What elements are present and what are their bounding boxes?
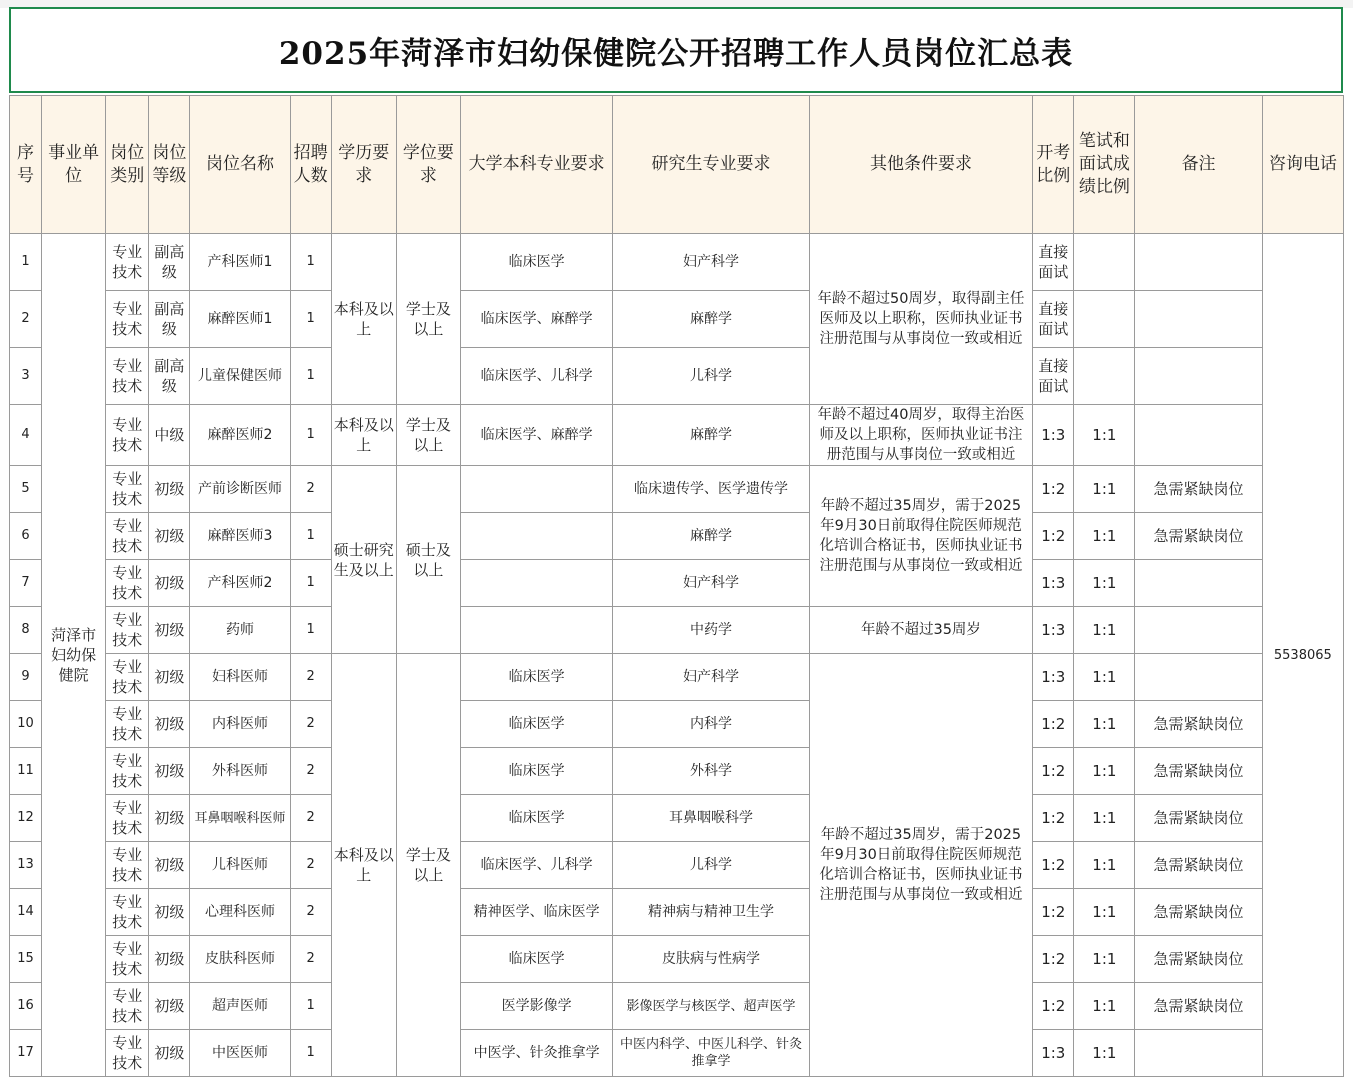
cell-count[interactable]: 1 (290, 348, 331, 405)
cell-count[interactable]: 2 (290, 466, 331, 513)
cell-count[interactable]: 1 (290, 405, 331, 466)
cell-other-conditions[interactable]: 年龄不超过40周岁，取得主治医师及以上职称，医师执业证书注册范围与从事岗位一致或相近 (809, 405, 1033, 466)
cell-grad-major[interactable]: 内科学 (613, 701, 809, 748)
cell-seq[interactable]: 6 (10, 513, 42, 560)
table-row (10, 1030, 1344, 1077)
cell-count[interactable]: 2 (290, 842, 331, 889)
cell-level[interactable]: 初级 (149, 701, 190, 748)
cell-type[interactable]: 专业技术 (106, 936, 149, 983)
cell-name[interactable]: 妇科医师 (190, 654, 290, 701)
cell-undergrad-major[interactable]: 临床医学 (460, 748, 612, 795)
cell-remark[interactable]: 急需紧缺岗位 (1135, 936, 1262, 983)
cell-undergrad-major[interactable] (460, 607, 612, 654)
cell-seq[interactable]: 3 (10, 348, 42, 405)
cell-count[interactable]: 2 (290, 654, 331, 701)
cell-undergrad-major[interactable]: 临床医学、儿科学 (460, 348, 612, 405)
cell-level[interactable]: 初级 (149, 560, 190, 607)
cell-score-ratio[interactable]: 1:1 (1074, 936, 1135, 983)
cell-score-ratio[interactable]: 1:1 (1074, 560, 1135, 607)
cell-type[interactable]: 专业技术 (106, 348, 149, 405)
cell-score-ratio[interactable]: 1:1 (1074, 795, 1135, 842)
header-score-ratio[interactable]: 笔试和面试成绩比例 (1074, 96, 1135, 234)
cell-count[interactable]: 1 (290, 291, 331, 348)
cell-undergrad-major[interactable] (460, 466, 612, 513)
cell-remark[interactable]: 急需紧缺岗位 (1135, 701, 1262, 748)
cell-undergrad-major[interactable]: 临床医学、儿科学 (460, 842, 612, 889)
cell-level[interactable]: 初级 (149, 936, 190, 983)
table-row (10, 654, 1344, 701)
recruitment-table (9, 95, 1344, 1077)
cell-count[interactable]: 2 (290, 748, 331, 795)
cell-exam-ratio[interactable]: 1:3 (1033, 607, 1074, 654)
cell-other-conditions[interactable]: 年龄不超过35周岁，需于2025年9月30日前取得住院医师规范化培训合格证书，医师执业证书注册范围与从事岗位一致或相近 (809, 654, 1033, 1077)
header-other[interactable]: 其他条件要求 (809, 96, 1033, 234)
cell-remark[interactable]: 急需紧缺岗位 (1135, 889, 1262, 936)
cell-level[interactable]: 初级 (149, 748, 190, 795)
cell-type[interactable]: 专业技术 (106, 842, 149, 889)
table-row (10, 936, 1344, 983)
cell-count[interactable]: 2 (290, 889, 331, 936)
cell-level[interactable]: 初级 (149, 513, 190, 560)
cell-grad-major[interactable]: 儿科学 (613, 348, 809, 405)
cell-name[interactable]: 产科医师1 (190, 234, 290, 291)
cell-exam-ratio[interactable]: 1:2 (1033, 889, 1074, 936)
cell-undergrad-major[interactable] (460, 560, 612, 607)
cell-exam-ratio[interactable]: 1:2 (1033, 983, 1074, 1030)
cell-education[interactable]: 本科及以上 (331, 654, 396, 1077)
cell-score-ratio[interactable]: 1:1 (1074, 405, 1135, 466)
cell-grad-major[interactable]: 中药学 (613, 607, 809, 654)
cell-score-ratio[interactable]: 1:1 (1074, 466, 1135, 513)
cell-name[interactable]: 中医医师 (190, 1030, 290, 1077)
header-exam-ratio[interactable]: 开考比例 (1033, 96, 1074, 234)
cell-remark[interactable] (1135, 560, 1262, 607)
cell-score-ratio[interactable] (1074, 291, 1135, 348)
cell-type[interactable]: 专业技术 (106, 889, 149, 936)
cell-seq[interactable]: 1 (10, 234, 42, 291)
cell-seq[interactable]: 17 (10, 1030, 42, 1077)
cell-level[interactable]: 初级 (149, 842, 190, 889)
cell-exam-ratio[interactable]: 1:3 (1033, 654, 1074, 701)
cell-count[interactable]: 1 (290, 513, 331, 560)
cell-seq[interactable]: 13 (10, 842, 42, 889)
cell-name[interactable]: 儿科医师 (190, 842, 290, 889)
cell-name[interactable]: 药师 (190, 607, 290, 654)
cell-score-ratio[interactable]: 1:1 (1074, 513, 1135, 560)
cell-seq[interactable]: 11 (10, 748, 42, 795)
cell-degree[interactable]: 学士及以上 (396, 654, 460, 1077)
cell-grad-major[interactable]: 临床遗传学、医学遗传学 (613, 466, 809, 513)
cell-type[interactable]: 专业技术 (106, 607, 149, 654)
cell-type[interactable]: 专业技术 (106, 701, 149, 748)
cell-level[interactable]: 初级 (149, 466, 190, 513)
cell-score-ratio[interactable]: 1:1 (1074, 654, 1135, 701)
cell-grad-major[interactable]: 妇产科学 (613, 654, 809, 701)
cell-exam-ratio[interactable]: 1:2 (1033, 795, 1074, 842)
cell-undergrad-major[interactable]: 中医学、针灸推拿学 (460, 1030, 612, 1077)
cell-grad-major[interactable]: 妇产科学 (613, 560, 809, 607)
cell-count[interactable]: 2 (290, 936, 331, 983)
table-row (10, 748, 1344, 795)
cell-seq[interactable]: 16 (10, 983, 42, 1030)
cell-other-conditions[interactable]: 年龄不超过35周岁 (809, 607, 1033, 654)
cell-count[interactable]: 1 (290, 1030, 331, 1077)
cell-undergrad-major[interactable]: 临床医学 (460, 936, 612, 983)
cell-grad-major[interactable]: 妇产科学 (613, 234, 809, 291)
header-seq[interactable]: 序号 (10, 96, 42, 234)
cell-score-ratio[interactable] (1074, 234, 1135, 291)
cell-seq[interactable]: 9 (10, 654, 42, 701)
cell-type[interactable]: 专业技术 (106, 983, 149, 1030)
cell-phone[interactable]: 5538065 (1262, 234, 1343, 1077)
cell-exam-ratio[interactable]: 1:2 (1033, 748, 1074, 795)
table-row (10, 889, 1344, 936)
cell-score-ratio[interactable]: 1:1 (1074, 842, 1135, 889)
cell-remark[interactable] (1135, 607, 1262, 654)
header-count[interactable]: 招聘人数 (290, 96, 331, 234)
cell-exam-ratio[interactable]: 1:3 (1033, 405, 1074, 466)
table-row (10, 513, 1344, 560)
cell-remark[interactable] (1135, 1030, 1262, 1077)
table-row (10, 348, 1344, 405)
cell-remark[interactable]: 急需紧缺岗位 (1135, 983, 1262, 1030)
cell-count[interactable]: 2 (290, 795, 331, 842)
cell-level[interactable]: 初级 (149, 889, 190, 936)
cell-education[interactable]: 本科及以上 (331, 405, 396, 466)
header-unit[interactable]: 事业单位 (42, 96, 106, 234)
cell-undergrad-major[interactable] (460, 513, 612, 560)
cell-remark[interactable] (1135, 234, 1262, 291)
cell-remark[interactable] (1135, 348, 1262, 405)
cell-level[interactable]: 中级 (149, 405, 190, 466)
cell-other-conditions[interactable]: 年龄不超过50周岁，取得副主任医师及以上职称，医师执业证书注册范围与从事岗位一致或相近 (809, 234, 1033, 405)
cell-name[interactable]: 产前诊断医师 (190, 466, 290, 513)
cell-remark[interactable]: 急需紧缺岗位 (1135, 795, 1262, 842)
cell-other-conditions[interactable]: 年龄不超过35周岁，需于2025年9月30日前取得住院医师规范化培训合格证书，医师执业证书注册范围与从事岗位一致或相近 (809, 466, 1033, 607)
cell-exam-ratio[interactable]: 直接面试 (1033, 348, 1074, 405)
cell-grad-major[interactable]: 中医内科学、中医儿科学、针灸推拿学 (613, 1030, 809, 1077)
table-row (10, 405, 1344, 466)
cell-seq[interactable]: 4 (10, 405, 42, 466)
cell-type[interactable]: 专业技术 (106, 654, 149, 701)
cell-type[interactable]: 专业技术 (106, 466, 149, 513)
cell-undergrad-major[interactable]: 临床医学 (460, 654, 612, 701)
table-row (10, 701, 1344, 748)
cell-grad-major[interactable]: 耳鼻咽喉科学 (613, 795, 809, 842)
cell-score-ratio[interactable]: 1:1 (1074, 607, 1135, 654)
cell-education[interactable]: 本科及以上 (331, 234, 396, 405)
cell-count[interactable]: 1 (290, 234, 331, 291)
cell-grad-major[interactable]: 精神病与精神卫生学 (613, 889, 809, 936)
header-education[interactable]: 学历要求 (331, 96, 396, 234)
cell-exam-ratio[interactable]: 直接面试 (1033, 291, 1074, 348)
header-post-type[interactable]: 岗位类别 (106, 96, 149, 234)
cell-undergrad-major[interactable]: 临床医学 (460, 795, 612, 842)
cell-count[interactable]: 1 (290, 560, 331, 607)
cell-count[interactable]: 2 (290, 701, 331, 748)
cell-name[interactable]: 麻醉医师2 (190, 405, 290, 466)
table-row (10, 560, 1344, 607)
header-phone[interactable]: 咨询电话 (1262, 96, 1343, 234)
cell-level[interactable]: 初级 (149, 1030, 190, 1077)
cell-exam-ratio[interactable]: 1:2 (1033, 842, 1074, 889)
cell-seq[interactable]: 12 (10, 795, 42, 842)
page-title: 2025年菏泽市妇幼保健院公开招聘工作人员岗位汇总表 (278, 35, 1074, 72)
cell-seq[interactable]: 7 (10, 560, 42, 607)
table-row (10, 983, 1344, 1030)
cell-level[interactable]: 初级 (149, 607, 190, 654)
cell-remark[interactable]: 急需紧缺岗位 (1135, 748, 1262, 795)
cell-exam-ratio[interactable]: 1:2 (1033, 466, 1074, 513)
cell-unit[interactable]: 菏泽市妇幼保健院 (42, 234, 106, 1077)
cell-type[interactable]: 专业技术 (106, 291, 149, 348)
cell-type[interactable]: 专业技术 (106, 1030, 149, 1077)
header-post-level[interactable]: 岗位等级 (149, 96, 190, 234)
cell-type[interactable]: 专业技术 (106, 795, 149, 842)
cell-remark[interactable] (1135, 405, 1262, 466)
cell-undergrad-major[interactable]: 临床医学、麻醉学 (460, 291, 612, 348)
cell-name[interactable]: 麻醉医师3 (190, 513, 290, 560)
cell-name[interactable]: 外科医师 (190, 748, 290, 795)
table-row (10, 607, 1344, 654)
cell-exam-ratio[interactable]: 直接面试 (1033, 234, 1074, 291)
cell-name[interactable]: 麻醉医师1 (190, 291, 290, 348)
cell-seq[interactable]: 15 (10, 936, 42, 983)
cell-name[interactable]: 儿童保健医师 (190, 348, 290, 405)
cell-undergrad-major[interactable]: 临床医学 (460, 701, 612, 748)
cell-level[interactable]: 初级 (149, 654, 190, 701)
cell-type[interactable]: 专业技术 (106, 405, 149, 466)
cell-level[interactable]: 副高级 (149, 291, 190, 348)
cell-count[interactable]: 1 (290, 983, 331, 1030)
cell-name[interactable]: 耳鼻咽喉科医师 (190, 795, 290, 842)
cell-exam-ratio[interactable]: 1:3 (1033, 560, 1074, 607)
cell-education[interactable]: 硕士研究生及以上 (331, 466, 396, 654)
cell-score-ratio[interactable]: 1:1 (1074, 748, 1135, 795)
cell-name[interactable]: 心理科医师 (190, 889, 290, 936)
cell-undergrad-major[interactable]: 临床医学 (460, 234, 612, 291)
title-cell[interactable] (9, 7, 1343, 93)
cell-degree[interactable]: 硕士及以上 (396, 466, 460, 654)
cell-grad-major[interactable]: 麻醉学 (613, 405, 809, 466)
cell-exam-ratio[interactable]: 1:3 (1033, 1030, 1074, 1077)
cell-remark[interactable]: 急需紧缺岗位 (1135, 513, 1262, 560)
cell-score-ratio[interactable]: 1:1 (1074, 1030, 1135, 1077)
header-grad-major[interactable]: 研究生专业要求 (613, 96, 809, 234)
table-row (10, 842, 1344, 889)
cell-grad-major[interactable]: 皮肤病与性病学 (613, 936, 809, 983)
cell-type[interactable]: 专业技术 (106, 748, 149, 795)
cell-exam-ratio[interactable]: 1:2 (1033, 513, 1074, 560)
cell-undergrad-major[interactable]: 临床医学、麻醉学 (460, 405, 612, 466)
table-row (10, 795, 1344, 842)
cell-name[interactable]: 皮肤科医师 (190, 936, 290, 983)
cell-score-ratio[interactable] (1074, 348, 1135, 405)
cell-type[interactable]: 专业技术 (106, 560, 149, 607)
cell-level[interactable]: 副高级 (149, 348, 190, 405)
header-undergrad-major[interactable]: 大学本科专业要求 (460, 96, 612, 234)
cell-remark[interactable] (1135, 291, 1262, 348)
cell-level[interactable]: 初级 (149, 983, 190, 1030)
table-row (10, 234, 1344, 291)
cell-grad-major[interactable]: 影像医学与核医学、超声医学 (613, 983, 809, 1030)
header-remark[interactable]: 备注 (1135, 96, 1262, 234)
cell-seq[interactable]: 8 (10, 607, 42, 654)
cell-undergrad-major[interactable]: 精神医学、临床医学 (460, 889, 612, 936)
cell-grad-major[interactable]: 麻醉学 (613, 513, 809, 560)
cell-level[interactable]: 副高级 (149, 234, 190, 291)
cell-exam-ratio[interactable]: 1:2 (1033, 936, 1074, 983)
cell-exam-ratio[interactable]: 1:2 (1033, 701, 1074, 748)
cell-degree[interactable]: 学士及以上 (396, 405, 460, 466)
header-row (10, 96, 1344, 234)
cell-remark[interactable]: 急需紧缺岗位 (1135, 466, 1262, 513)
header-post-name[interactable]: 岗位名称 (190, 96, 290, 234)
cell-undergrad-major[interactable]: 医学影像学 (460, 983, 612, 1030)
header-degree[interactable]: 学位要求 (396, 96, 460, 234)
cell-level[interactable]: 初级 (149, 795, 190, 842)
cell-grad-major[interactable]: 外科学 (613, 748, 809, 795)
cell-grad-major[interactable]: 麻醉学 (613, 291, 809, 348)
cell-seq[interactable]: 14 (10, 889, 42, 936)
cell-count[interactable]: 1 (290, 607, 331, 654)
cell-name[interactable]: 超声医师 (190, 983, 290, 1030)
table-row (10, 291, 1344, 348)
cell-seq[interactable]: 2 (10, 291, 42, 348)
cell-name[interactable]: 内科医师 (190, 701, 290, 748)
cell-degree[interactable]: 学士及以上 (396, 234, 460, 405)
cell-score-ratio[interactable]: 1:1 (1074, 701, 1135, 748)
cell-type[interactable]: 专业技术 (106, 513, 149, 560)
table-row (10, 466, 1344, 513)
cell-seq[interactable]: 5 (10, 466, 42, 513)
cell-remark[interactable]: 急需紧缺岗位 (1135, 842, 1262, 889)
cell-name[interactable]: 产科医师2 (190, 560, 290, 607)
cell-seq[interactable]: 10 (10, 701, 42, 748)
cell-grad-major[interactable]: 儿科学 (613, 842, 809, 889)
cell-type[interactable]: 专业技术 (106, 234, 149, 291)
cell-score-ratio[interactable]: 1:1 (1074, 983, 1135, 1030)
cell-remark[interactable] (1135, 654, 1262, 701)
cell-score-ratio[interactable]: 1:1 (1074, 889, 1135, 936)
